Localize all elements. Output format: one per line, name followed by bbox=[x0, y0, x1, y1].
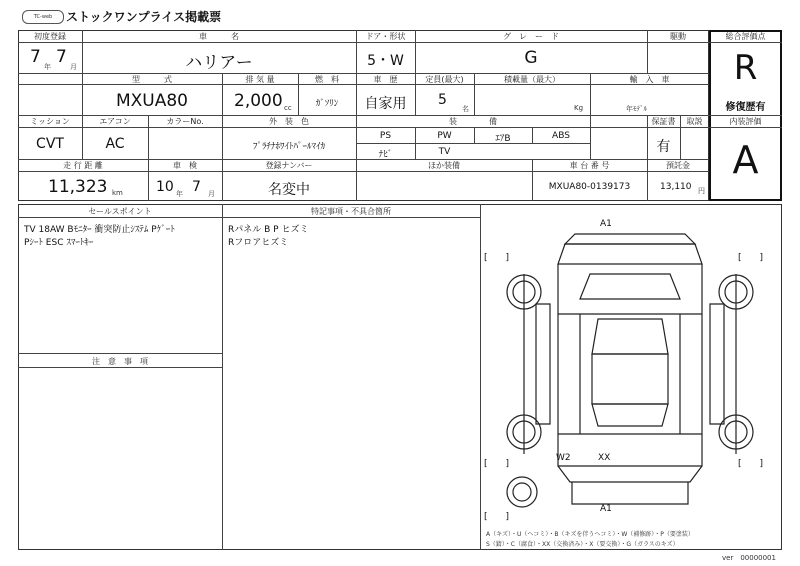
damage-mark-front: A1 bbox=[600, 219, 612, 229]
equip-tv: TV bbox=[438, 147, 451, 157]
damage-mark-w2: W2 bbox=[556, 453, 571, 463]
insp-month: 7 bbox=[192, 179, 201, 195]
equip-pw: PW bbox=[437, 131, 452, 141]
interior-score: A bbox=[732, 138, 759, 182]
displacement: 2,000 bbox=[234, 91, 283, 111]
mileage-unit: km bbox=[112, 189, 123, 197]
car-name: ハリアー bbox=[185, 53, 253, 73]
special-notes-label: 特記事項・不具合箇所 bbox=[311, 207, 391, 216]
fuel: ｶﾞｿﾘﾝ bbox=[315, 99, 339, 109]
aircon-label: エアコン bbox=[99, 117, 131, 126]
mileage: 11,323 bbox=[48, 177, 108, 197]
overall-score: R bbox=[733, 48, 758, 88]
warranty: 有 bbox=[656, 139, 671, 155]
capacity-unit: 名 bbox=[462, 105, 469, 113]
import-label: 輸 入 車 bbox=[629, 75, 670, 84]
reg-year-unit: 年 bbox=[44, 63, 51, 71]
sales-point-label: セールスポイント bbox=[88, 207, 152, 216]
capacity-label: 定員(最大) bbox=[425, 75, 464, 84]
displacement-unit: cc bbox=[284, 104, 292, 112]
model-label: 型 式 bbox=[132, 75, 172, 84]
vin: MXUA80-0139173 bbox=[548, 182, 631, 192]
insp-year: 10 bbox=[156, 179, 174, 195]
model-code: MXUA80 bbox=[115, 91, 189, 111]
damage-mark-rear: A1 bbox=[600, 504, 612, 514]
equip-airbag: ｴｱB bbox=[495, 134, 511, 144]
mission-label: ミッション bbox=[30, 117, 70, 126]
sales-line-1: TV 18AW Bﾓﾆﾀｰ 衝突防止ｼｽﾃﾑ Pｹﾞｰﾄ bbox=[24, 225, 175, 235]
color-label: 外 装 色 bbox=[269, 117, 309, 126]
other-equip-label: ほか装備 bbox=[428, 161, 460, 170]
insp-year-unit: 年 bbox=[176, 190, 183, 198]
model-year-unit: 年ﾓﾃﾞﾙ bbox=[626, 105, 647, 113]
equipment-label: 装 備 bbox=[449, 117, 497, 126]
reg-year: 7 bbox=[30, 47, 41, 67]
inspection-label: 車 検 bbox=[173, 161, 197, 170]
sales-line-2: Pｼｰﾄ ESC ｽﾏｰﾄｷｰ bbox=[24, 238, 94, 248]
exterior-color: ﾌﾟﾗﾁﾅﾎﾜｲﾄﾊﾟｰﾙﾏｲｶ bbox=[252, 142, 325, 152]
bracket-left-bottom: [ ] bbox=[484, 512, 510, 522]
door-shape: 5・W bbox=[367, 53, 404, 69]
damage-mark-xx: XX bbox=[598, 453, 611, 463]
grade-label: グ レ ー ド bbox=[503, 32, 559, 41]
overall-label: 総合評価点 bbox=[725, 32, 766, 41]
displacement-label: 排 気 量 bbox=[245, 75, 275, 84]
special-line-2: Rフロアヒズミ bbox=[228, 238, 289, 248]
mission: CVT bbox=[36, 136, 64, 152]
page-title: ストックワンプライス掲載票 bbox=[66, 10, 222, 24]
drive-label: 駆動 bbox=[670, 32, 686, 41]
fuel-label: 燃 料 bbox=[315, 75, 339, 84]
deposit-unit: 円 bbox=[698, 187, 705, 195]
load-label: 積載量（最大） bbox=[504, 75, 560, 84]
manual-label: 取説 bbox=[686, 117, 703, 126]
interior-label: 内装評価 bbox=[729, 117, 762, 126]
mileage-label: 走 行 距 離 bbox=[63, 161, 103, 170]
capacity: 5 bbox=[438, 92, 447, 108]
bracket-right-top: [ ] bbox=[738, 253, 764, 263]
vin-label: 車 台 番 号 bbox=[569, 161, 610, 170]
caution-label: 注 意 事 項 bbox=[92, 357, 148, 366]
history-label: 車 歴 bbox=[373, 75, 398, 84]
car-damage-diagram bbox=[480, 204, 782, 526]
load-unit: Kg bbox=[574, 104, 584, 112]
repair-history: 修復歴有 bbox=[725, 102, 766, 113]
reg-label: 初度登録 bbox=[34, 32, 66, 41]
special-line-1: Rパネル B P ヒズミ bbox=[228, 225, 309, 235]
plate: 名変中 bbox=[268, 182, 310, 198]
warranty-label: 保証書 bbox=[651, 117, 676, 126]
deposit-label: 預託金 bbox=[666, 161, 690, 170]
bracket-right-mid: [ ] bbox=[738, 459, 764, 469]
grade: G bbox=[524, 48, 538, 68]
legend-line-1: A（キズ）・U（ヘコミ）・B（キズを伴うヘコミ）・W（補修跡）・P（要塗装） bbox=[486, 531, 694, 538]
bracket-left-mid: [ ] bbox=[484, 459, 510, 469]
aircon: AC bbox=[105, 136, 125, 152]
version: ver 00000001 bbox=[722, 554, 776, 562]
reg-month-unit: 月 bbox=[70, 63, 77, 71]
name-label: 車 名 bbox=[199, 32, 239, 41]
door-label: ドア・形状 bbox=[365, 32, 406, 41]
logo: TC-web bbox=[22, 10, 64, 24]
deposit: 13,110 bbox=[660, 182, 692, 192]
bracket-left-top: [ ] bbox=[484, 253, 510, 263]
history: 自家用 bbox=[364, 96, 407, 112]
color-no-label: カラーNo. bbox=[166, 117, 204, 126]
reg-month: 7 bbox=[56, 47, 67, 67]
equip-navi: ﾅﾋﾞ bbox=[378, 150, 393, 160]
legend-line-2: S（錆）・C（腐食）・XX（交換済み）・X（要交換）・G（ガラスのキズ） bbox=[486, 541, 679, 548]
equip-abs: ABS bbox=[552, 131, 570, 141]
equip-ps: PS bbox=[379, 131, 392, 141]
plate-label: 登録ナンバー bbox=[265, 161, 313, 170]
insp-month-unit: 月 bbox=[208, 190, 215, 198]
